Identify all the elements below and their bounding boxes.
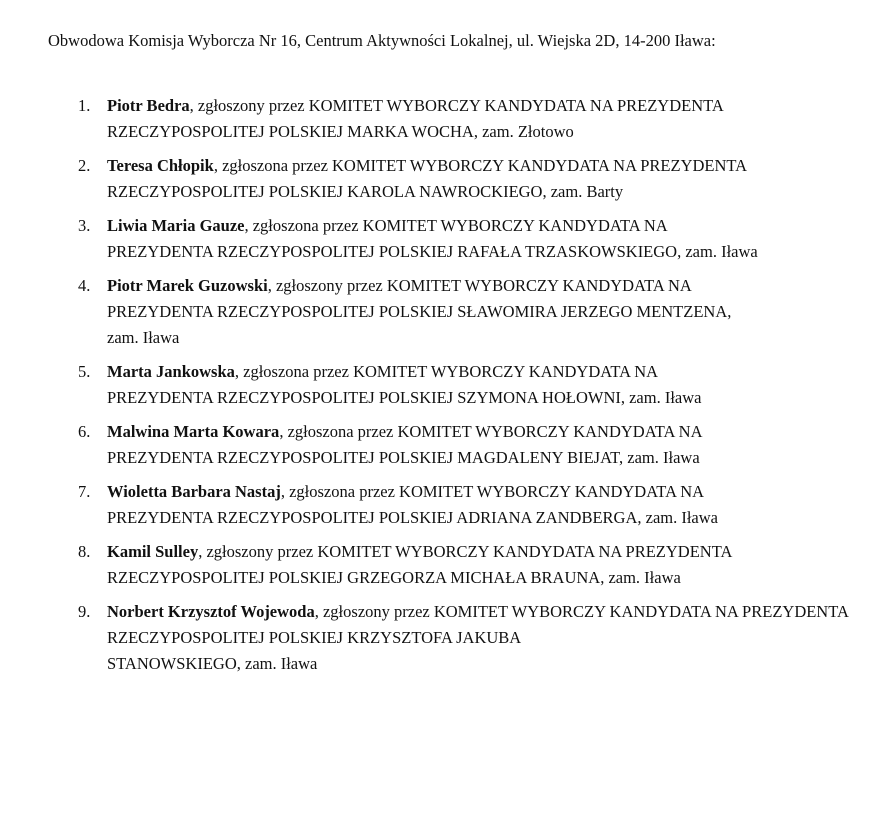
- text-line: RZECZYPOSPOLITEJ POLSKIEJ GRZEGORZA MICHAŁA BRAUNA, zam. Iława: [107, 568, 681, 587]
- text-line: [107, 539, 832, 565]
- list-item-number: 1.: [78, 96, 91, 115]
- member-name: Liwia Maria Gauze: [107, 216, 245, 235]
- list-item-number: 6.: [78, 422, 91, 441]
- list-item: [0, 479, 870, 531]
- list-item-number: 5.: [78, 362, 91, 381]
- list-item: [0, 273, 870, 351]
- nomination-text: , zgłoszony przez KOMITET WYBORCZY KANDYDATA NA PREZYDENTA: [189, 96, 724, 115]
- list-item-number: 9.: [78, 602, 91, 621]
- text-line: [107, 359, 832, 385]
- list-item: [0, 419, 870, 471]
- text-line: [107, 213, 832, 239]
- text-line: [107, 273, 832, 299]
- text-line: PREZYDENTA RZECZYPOSPOLITEJ POLSKIEJ SŁAWOMIRA JERZEGO MENTZENA,: [107, 302, 732, 321]
- members-list: [0, 93, 870, 685]
- list-item-number: 7.: [78, 482, 91, 501]
- nomination-text: , zgłoszona przez KOMITET WYBORCZY KANDYDATA NA: [279, 422, 703, 441]
- list-item-text: [107, 599, 849, 677]
- text-line: [107, 93, 832, 119]
- text-line: RZECZYPOSPOLITEJ POLSKIEJ MARKA WOCHA, zam. Złotowo: [107, 122, 574, 141]
- member-name: Norbert Krzysztof Wojewoda: [107, 602, 315, 621]
- text-line: STANOWSKIEGO, zam. Iława: [107, 654, 318, 673]
- list-item-text: [107, 539, 832, 591]
- text-line: RZECZYPOSPOLITEJ POLSKIEJ KAROLA NAWROCKIEGO, zam. Barty: [107, 182, 624, 201]
- commission-heading: Obwodowa Komisja Wyborcza Nr 16, Centrum Aktywności Lokalnej, ul. Wiejska 2D, 14-200 Iława:: [48, 31, 716, 50]
- nomination-text: , zgłoszony przez KOMITET WYBORCZY KANDYDATA NA: [267, 276, 692, 295]
- nomination-text: , zgłoszona przez KOMITET WYBORCZY KANDYDATA NA: [234, 362, 659, 381]
- list-item-text: [107, 419, 832, 471]
- list-item-number: 4.: [78, 276, 91, 295]
- text-line: [107, 599, 849, 625]
- text-line: PREZYDENTA RZECZYPOSPOLITEJ POLSKIEJ ADRIANA ZANDBERGA, zam. Iława: [107, 508, 718, 527]
- list-item: [0, 359, 870, 411]
- nomination-text: , zgłoszona przez KOMITET WYBORCZY KANDYDATA NA PREZYDENTA: [213, 156, 748, 175]
- list-item-text: [107, 93, 832, 145]
- member-name: Malwina Marta Kowara: [107, 422, 280, 441]
- nomination-text: , zgłoszona przez KOMITET WYBORCZY KANDYDATA NA: [244, 216, 668, 235]
- text-line: [107, 153, 832, 179]
- list-item: [0, 93, 870, 145]
- text-line: [107, 479, 832, 505]
- text-line: PREZYDENTA RZECZYPOSPOLITEJ POLSKIEJ MAGDALENY BIEJAT, zam. Iława: [107, 448, 700, 467]
- text-line: PREZYDENTA RZECZYPOSPOLITEJ POLSKIEJ SZYMONA HOŁOWNI, zam. Iława: [107, 388, 702, 407]
- list-item: [0, 599, 870, 677]
- list-item-text: [107, 479, 832, 531]
- list-item-number: 2.: [78, 156, 91, 175]
- list-item-text: [107, 359, 832, 411]
- list-item-text: [107, 213, 832, 265]
- member-name: Marta Jankowska: [107, 362, 235, 381]
- member-name: Wioletta Barbara Nastaj: [107, 482, 281, 501]
- list-item: [0, 213, 870, 265]
- text-line: [107, 419, 832, 445]
- text-line: RZECZYPOSPOLITEJ POLSKIEJ KRZYSZTOFA JAKUBA: [107, 628, 522, 647]
- member-name: Teresa Chłopik: [107, 156, 214, 175]
- member-name: Piotr Bedra: [107, 96, 190, 115]
- member-name: Piotr Marek Guzowski: [107, 276, 268, 295]
- member-name: Kamil Sulley: [107, 542, 199, 561]
- nomination-text: , zgłoszona przez KOMITET WYBORCZY KANDYDATA NA: [280, 482, 705, 501]
- nomination-text: , zgłoszony przez KOMITET WYBORCZY KANDYDATA NA PREZYDENTA: [198, 542, 733, 561]
- list-item-number: 3.: [78, 216, 91, 235]
- text-line: PREZYDENTA RZECZYPOSPOLITEJ POLSKIEJ RAFAŁA TRZASKOWSKIEGO, zam. Iława: [107, 242, 758, 261]
- list-item-text: [107, 153, 832, 205]
- list-item: [0, 153, 870, 205]
- nomination-text: , zgłoszony przez KOMITET WYBORCZY KANDYDATA NA PREZYDENTA: [314, 602, 849, 621]
- list-item-text: [107, 273, 832, 351]
- text-line: zam. Iława: [107, 328, 180, 347]
- list-item: [0, 539, 870, 591]
- list-item-number: 8.: [78, 542, 91, 561]
